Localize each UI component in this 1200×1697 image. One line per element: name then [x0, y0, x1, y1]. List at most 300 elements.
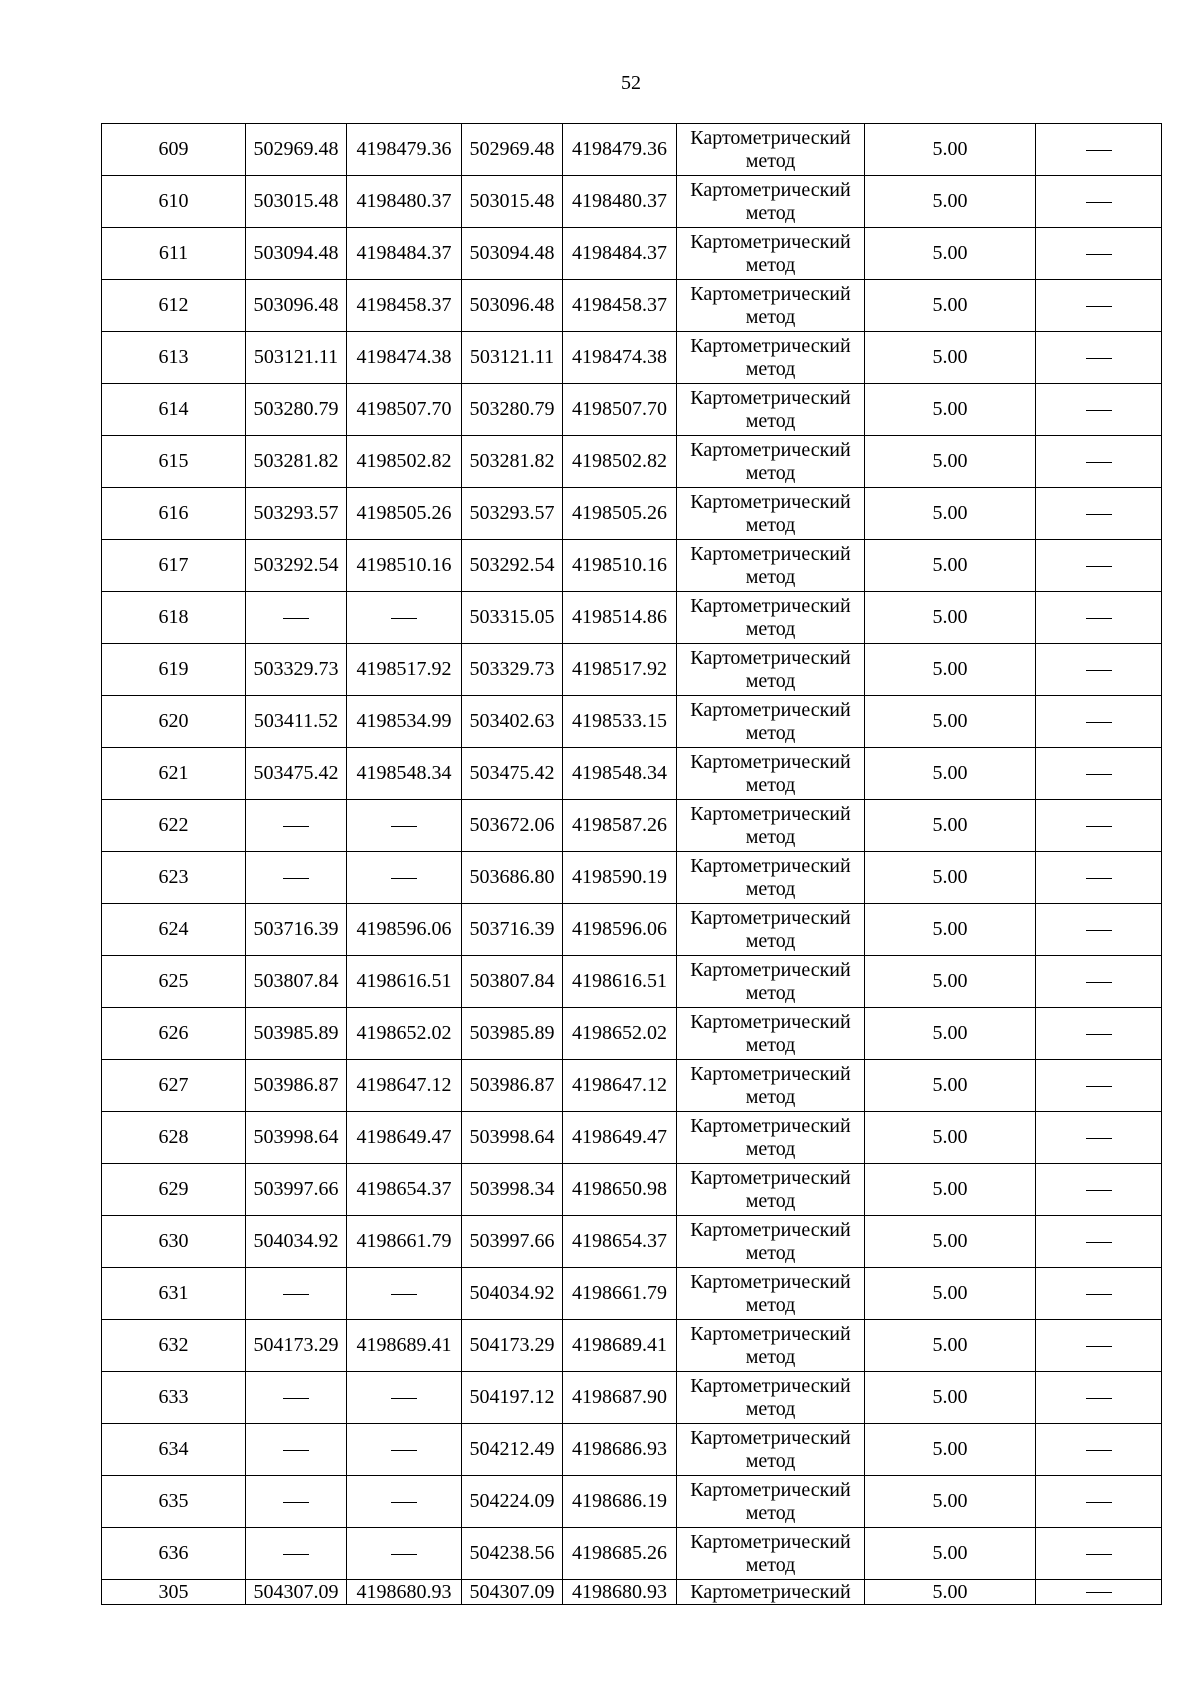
existing-x-cell-text: 503986.87	[253, 1074, 339, 1096]
table-row	[102, 1008, 1162, 1060]
existing-y-cell-text: 4198505.26	[356, 502, 452, 524]
table-row	[102, 1528, 1162, 1580]
refined-x-cell-text: 503402.63	[469, 710, 555, 732]
table-row	[102, 332, 1162, 384]
existing-x-cell	[246, 1580, 347, 1605]
refined-y-cell	[563, 436, 677, 488]
method-line-1: Картометрический	[690, 906, 851, 929]
method-line-2: метод	[745, 357, 796, 380]
dash-placeholder	[1086, 462, 1112, 463]
accuracy-cell-text: 5.00	[932, 138, 968, 160]
refined-y-cell	[563, 384, 677, 436]
dash-placeholder	[1086, 670, 1112, 671]
accuracy-cell	[865, 852, 1036, 904]
table-row	[102, 1372, 1162, 1424]
existing-x-cell	[246, 852, 347, 904]
table-row	[102, 592, 1162, 644]
method-line-1: Картометрический	[690, 438, 851, 461]
point-number-cell	[102, 540, 246, 592]
method-line-1: Картометрический	[690, 334, 851, 357]
refined-x-cell-text: 503686.80	[469, 866, 555, 888]
method-line-2: метод	[745, 1189, 796, 1212]
refined-x-cell-text: 503315.05	[469, 606, 555, 628]
existing-y-cell	[347, 696, 462, 748]
dash-placeholder	[1086, 1242, 1112, 1243]
existing-x-cell	[246, 1164, 347, 1216]
dash-placeholder	[1086, 930, 1112, 931]
method-line-1: Картометрический	[690, 802, 851, 825]
existing-y-cell-text: 4198510.16	[356, 554, 452, 576]
method-line-2: метод	[745, 305, 796, 328]
existing-y-cell-text: 4198458.37	[356, 294, 452, 316]
table-row	[102, 644, 1162, 696]
existing-y-cell	[347, 280, 462, 332]
point-number-cell-text: 632	[158, 1334, 189, 1356]
point-number-cell-text: 634	[158, 1438, 189, 1460]
existing-x-cell-text: 503411.52	[253, 710, 339, 732]
existing-x-cell	[246, 1476, 347, 1528]
dash-placeholder	[391, 1450, 417, 1451]
point-number-cell	[102, 332, 246, 384]
note-cell	[1036, 852, 1162, 904]
table-row	[102, 540, 1162, 592]
table-row	[102, 280, 1162, 332]
method-line-2: метод	[745, 149, 796, 172]
refined-x-cell	[462, 540, 563, 592]
note-cell	[1036, 176, 1162, 228]
note-cell	[1036, 1216, 1162, 1268]
dash-placeholder	[391, 826, 417, 827]
point-number-cell	[102, 436, 246, 488]
point-number-cell	[102, 1424, 246, 1476]
note-cell	[1036, 332, 1162, 384]
refined-y-cell-text: 4198596.06	[572, 918, 667, 940]
method-line-1: Картометрический	[690, 1426, 851, 1449]
existing-x-cell-text: 503280.79	[253, 398, 339, 420]
note-cell	[1036, 800, 1162, 852]
existing-x-cell-text: 503807.84	[253, 970, 339, 992]
refined-y-cell-text: 4198685.26	[572, 1542, 667, 1564]
dash-placeholder	[1086, 1450, 1112, 1451]
existing-x-cell	[246, 540, 347, 592]
existing-x-cell-text: 503015.48	[253, 190, 339, 212]
dash-placeholder	[1086, 722, 1112, 723]
existing-x-cell-text: 504034.92	[253, 1230, 339, 1252]
method-cell	[677, 1424, 865, 1476]
existing-x-cell-text: 504173.29	[253, 1334, 339, 1356]
table-row	[102, 904, 1162, 956]
method-cell	[677, 280, 865, 332]
method-line-1: Картометрический	[690, 1270, 851, 1293]
existing-y-cell	[347, 436, 462, 488]
refined-x-cell-text: 504173.29	[469, 1334, 555, 1356]
refined-x-cell-text: 502969.48	[469, 138, 555, 160]
point-number-cell-text: 633	[158, 1386, 189, 1408]
table-row-partial	[102, 1580, 1162, 1605]
refined-y-cell-text: 4198517.92	[572, 658, 667, 680]
point-number-cell	[102, 1268, 246, 1320]
dash-placeholder	[1086, 826, 1112, 827]
accuracy-cell	[865, 644, 1036, 696]
accuracy-cell-text: 5.00	[932, 918, 968, 940]
existing-x-cell	[246, 280, 347, 332]
refined-y-cell	[563, 280, 677, 332]
method-line-2: метод	[745, 513, 796, 536]
existing-y-cell	[347, 1580, 462, 1605]
point-number-cell-text: 618	[158, 606, 189, 628]
table-row	[102, 748, 1162, 800]
existing-x-cell-text: 503096.48	[253, 294, 339, 316]
point-number-cell	[102, 904, 246, 956]
point-number-cell-text: 636	[158, 1542, 189, 1564]
point-number-cell	[102, 1112, 246, 1164]
accuracy-cell-text: 5.00	[932, 1386, 968, 1408]
note-cell	[1036, 748, 1162, 800]
dash-placeholder	[1086, 1086, 1112, 1087]
existing-y-cell-text: 4198479.36	[356, 138, 452, 160]
point-number-cell	[102, 488, 246, 540]
refined-x-cell-text: 503094.48	[469, 242, 555, 264]
existing-x-cell	[246, 1528, 347, 1580]
accuracy-cell	[865, 592, 1036, 644]
table-row	[102, 1112, 1162, 1164]
accuracy-cell-text: 5.00	[932, 606, 968, 628]
existing-x-cell-text: 503998.64	[253, 1126, 339, 1148]
refined-x-cell	[462, 748, 563, 800]
dash-placeholder	[391, 1502, 417, 1503]
dash-placeholder	[1086, 1190, 1112, 1191]
existing-x-cell	[246, 800, 347, 852]
refined-x-cell	[462, 1476, 563, 1528]
method-cell	[677, 956, 865, 1008]
method-line-1: Картометрический	[690, 750, 851, 773]
note-cell	[1036, 1060, 1162, 1112]
note-cell	[1036, 1112, 1162, 1164]
refined-x-cell-text: 503292.54	[469, 554, 555, 576]
existing-y-cell-text: 4198652.02	[356, 1022, 452, 1044]
existing-y-cell	[347, 1164, 462, 1216]
method-line-2: метод	[745, 721, 796, 744]
refined-x-cell-text: 503998.34	[469, 1178, 555, 1200]
refined-x-cell	[462, 592, 563, 644]
existing-x-cell	[246, 1268, 347, 1320]
accuracy-cell-text: 5.00	[932, 502, 968, 524]
method-line-2: метод	[745, 877, 796, 900]
method-line-1: Картометрический	[690, 1166, 851, 1189]
refined-x-cell	[462, 436, 563, 488]
refined-y-cell-text: 4198647.12	[572, 1074, 667, 1096]
method-cell	[677, 852, 865, 904]
method-cell	[677, 904, 865, 956]
accuracy-cell-text: 5.00	[932, 866, 968, 888]
refined-y-cell-text: 4198474.38	[572, 346, 667, 368]
accuracy-cell	[865, 1060, 1036, 1112]
accuracy-cell	[865, 1528, 1036, 1580]
refined-x-cell-text: 503281.82	[469, 450, 555, 472]
method-line-2: метод	[745, 981, 796, 1004]
refined-y-cell-text: 4198650.98	[572, 1178, 667, 1200]
point-number-cell	[102, 644, 246, 696]
point-number-cell	[102, 1372, 246, 1424]
accuracy-cell	[865, 1268, 1036, 1320]
dash-placeholder	[283, 878, 309, 879]
existing-y-cell-text: 4198596.06	[356, 918, 452, 940]
refined-x-cell	[462, 1320, 563, 1372]
refined-y-cell-text: 4198480.37	[572, 190, 667, 212]
dash-placeholder	[283, 826, 309, 827]
refined-x-cell	[462, 176, 563, 228]
table-row	[102, 384, 1162, 436]
existing-x-cell-text: 503475.42	[253, 762, 339, 784]
existing-x-cell	[246, 1112, 347, 1164]
method-cell	[677, 228, 865, 280]
point-number-cell	[102, 1060, 246, 1112]
accuracy-cell	[865, 904, 1036, 956]
refined-y-cell-text: 4198548.34	[572, 762, 667, 784]
existing-y-cell	[347, 800, 462, 852]
method-line-2: метод	[745, 1553, 796, 1576]
point-number-cell-text: 631	[158, 1282, 189, 1304]
existing-x-cell-text: 504307.09	[253, 1580, 339, 1603]
method-line-1: Картометрический	[690, 490, 851, 513]
point-number-cell	[102, 124, 246, 176]
refined-y-cell	[563, 176, 677, 228]
dash-placeholder	[283, 1294, 309, 1295]
accuracy-cell	[865, 332, 1036, 384]
note-cell	[1036, 592, 1162, 644]
accuracy-cell-text: 5.00	[932, 242, 968, 264]
existing-x-cell-text: 502969.48	[253, 138, 339, 160]
existing-x-cell	[246, 1060, 347, 1112]
refined-y-cell	[563, 540, 677, 592]
dash-placeholder	[283, 1502, 309, 1503]
dash-placeholder	[391, 1398, 417, 1399]
method-line-2: метод	[745, 461, 796, 484]
method-cell	[677, 1216, 865, 1268]
existing-x-cell	[246, 956, 347, 1008]
dash-placeholder	[1086, 202, 1112, 203]
method-line-1: Картометрический	[690, 854, 851, 877]
accuracy-cell-text: 5.00	[932, 346, 968, 368]
note-cell	[1036, 1476, 1162, 1528]
point-number-cell-text: 614	[158, 398, 189, 420]
method-line-2: метод	[745, 617, 796, 640]
table-row	[102, 1216, 1162, 1268]
refined-x-cell	[462, 1008, 563, 1060]
accuracy-cell	[865, 1372, 1036, 1424]
refined-y-cell	[563, 696, 677, 748]
method-line-2: метод	[745, 1345, 796, 1368]
existing-y-cell	[347, 176, 462, 228]
refined-x-cell	[462, 1372, 563, 1424]
existing-y-cell-text: 4198534.99	[356, 710, 452, 732]
existing-x-cell-text: 503281.82	[253, 450, 339, 472]
point-number-cell	[102, 800, 246, 852]
refined-x-cell	[462, 384, 563, 436]
point-number-cell	[102, 852, 246, 904]
dash-placeholder	[1086, 1592, 1112, 1593]
refined-y-cell	[563, 332, 677, 384]
accuracy-cell-text: 5.00	[932, 554, 968, 576]
point-number-cell	[102, 176, 246, 228]
existing-y-cell-text: 4198474.38	[356, 346, 452, 368]
point-number-cell-text: 613	[158, 346, 189, 368]
method-cell	[677, 1164, 865, 1216]
refined-x-cell	[462, 852, 563, 904]
note-cell	[1036, 956, 1162, 1008]
refined-y-cell-text: 4198458.37	[572, 294, 667, 316]
method-line-1: Картометрический	[690, 1062, 851, 1085]
existing-x-cell	[246, 228, 347, 280]
point-number-cell-text: 624	[158, 918, 189, 940]
existing-x-cell	[246, 488, 347, 540]
existing-y-cell	[347, 1528, 462, 1580]
point-number-cell-text: 623	[158, 866, 189, 888]
existing-x-cell-text: 503094.48	[253, 242, 339, 264]
accuracy-cell	[865, 124, 1036, 176]
table-row	[102, 852, 1162, 904]
method-line-2: метод	[745, 1241, 796, 1264]
dash-placeholder	[1086, 1398, 1112, 1399]
point-number-cell-text: 619	[158, 658, 189, 680]
refined-y-cell-text: 4198484.37	[572, 242, 667, 264]
accuracy-cell-text: 5.00	[932, 1580, 968, 1603]
refined-x-cell-text: 503293.57	[469, 502, 555, 524]
method-cell	[677, 488, 865, 540]
existing-x-cell	[246, 1320, 347, 1372]
refined-x-cell-text: 504307.09	[469, 1580, 555, 1603]
existing-y-cell	[347, 904, 462, 956]
existing-y-cell-text: 4198484.37	[356, 242, 452, 264]
table-row	[102, 124, 1162, 176]
point-number-cell	[102, 1008, 246, 1060]
dash-placeholder	[1086, 566, 1112, 567]
method-line-2: метод	[745, 201, 796, 224]
refined-y-cell-text: 4198479.36	[572, 138, 667, 160]
note-cell	[1036, 904, 1162, 956]
existing-y-cell	[347, 1112, 462, 1164]
dash-placeholder	[283, 1398, 309, 1399]
refined-y-cell-text: 4198649.47	[572, 1126, 667, 1148]
method-line-1: Картометрический	[690, 1322, 851, 1345]
refined-y-cell-text: 4198680.93	[572, 1580, 667, 1603]
accuracy-cell-text: 5.00	[932, 294, 968, 316]
accuracy-cell-text: 5.00	[932, 1022, 968, 1044]
refined-y-cell	[563, 592, 677, 644]
existing-y-cell	[347, 540, 462, 592]
dash-placeholder	[1086, 514, 1112, 515]
refined-y-cell	[563, 800, 677, 852]
method-line-1: Картометрический	[690, 1374, 851, 1397]
dash-placeholder	[283, 1450, 309, 1451]
refined-x-cell-text: 503096.48	[469, 294, 555, 316]
refined-x-cell-text: 504197.12	[469, 1386, 555, 1408]
refined-y-cell-text: 4198661.79	[572, 1282, 667, 1304]
accuracy-cell-text: 5.00	[932, 1542, 968, 1564]
existing-x-cell-text: 503716.39	[253, 918, 339, 940]
method-cell	[677, 1476, 865, 1528]
accuracy-cell-text: 5.00	[932, 1230, 968, 1252]
note-cell	[1036, 696, 1162, 748]
existing-y-cell	[347, 748, 462, 800]
point-number-cell	[102, 384, 246, 436]
accuracy-cell	[865, 748, 1036, 800]
refined-y-cell-text: 4198507.70	[572, 398, 667, 420]
point-number-cell-text: 616	[158, 502, 189, 524]
refined-x-cell-text: 503672.06	[469, 814, 555, 836]
method-line-2: метод	[745, 1137, 796, 1160]
refined-x-cell-text: 503986.87	[469, 1074, 555, 1096]
point-number-cell	[102, 1164, 246, 1216]
method-line-1: Картометрический	[690, 1218, 851, 1241]
existing-y-cell	[347, 1008, 462, 1060]
note-cell	[1036, 124, 1162, 176]
refined-y-cell	[563, 1216, 677, 1268]
accuracy-cell-text: 5.00	[932, 1438, 968, 1460]
existing-x-cell	[246, 696, 347, 748]
refined-y-cell	[563, 1112, 677, 1164]
method-line-1: Картометрический	[690, 230, 851, 253]
refined-x-cell-text: 503329.73	[469, 658, 555, 680]
method-line-1: Картометрический	[690, 1478, 851, 1501]
table-row	[102, 956, 1162, 1008]
refined-y-cell-text: 4198616.51	[572, 970, 667, 992]
existing-y-cell-text: 4198502.82	[356, 450, 452, 472]
dash-placeholder	[391, 618, 417, 619]
point-number-cell-text: 612	[158, 294, 189, 316]
accuracy-cell-text: 5.00	[932, 1282, 968, 1304]
refined-x-cell-text: 503807.84	[469, 970, 555, 992]
refined-x-cell-text: 503985.89	[469, 1022, 555, 1044]
existing-y-cell-text: 4198616.51	[356, 970, 452, 992]
accuracy-cell-text: 5.00	[932, 970, 968, 992]
accuracy-cell	[865, 280, 1036, 332]
method-line-2: метод	[745, 1293, 796, 1316]
method-line-2: метод	[745, 773, 796, 796]
accuracy-cell	[865, 696, 1036, 748]
existing-y-cell	[347, 1060, 462, 1112]
note-cell	[1036, 1372, 1162, 1424]
refined-x-cell-text: 504224.09	[469, 1490, 555, 1512]
dash-placeholder	[1086, 618, 1112, 619]
refined-y-cell-text: 4198686.19	[572, 1490, 667, 1512]
refined-x-cell	[462, 1164, 563, 1216]
refined-x-cell-text: 503997.66	[469, 1230, 555, 1252]
existing-y-cell	[347, 332, 462, 384]
note-cell	[1036, 436, 1162, 488]
existing-x-cell	[246, 436, 347, 488]
note-cell	[1036, 1424, 1162, 1476]
method-line-1: Картометрический	[690, 1010, 851, 1033]
dash-placeholder	[1086, 306, 1112, 307]
method-cell	[677, 436, 865, 488]
accuracy-cell	[865, 800, 1036, 852]
method-line-2: метод	[745, 1449, 796, 1472]
point-number-cell-text: 620	[158, 710, 189, 732]
method-line-2: метод	[745, 1501, 796, 1524]
refined-x-cell	[462, 1060, 563, 1112]
refined-y-cell-text: 4198689.41	[572, 1334, 667, 1356]
existing-y-cell-text: 4198689.41	[356, 1334, 452, 1356]
existing-x-cell-text: 503985.89	[253, 1022, 339, 1044]
refined-x-cell	[462, 1580, 563, 1605]
accuracy-cell	[865, 1424, 1036, 1476]
table-row	[102, 176, 1162, 228]
existing-x-cell	[246, 1008, 347, 1060]
note-cell	[1036, 384, 1162, 436]
refined-y-cell	[563, 1320, 677, 1372]
refined-y-cell	[563, 124, 677, 176]
